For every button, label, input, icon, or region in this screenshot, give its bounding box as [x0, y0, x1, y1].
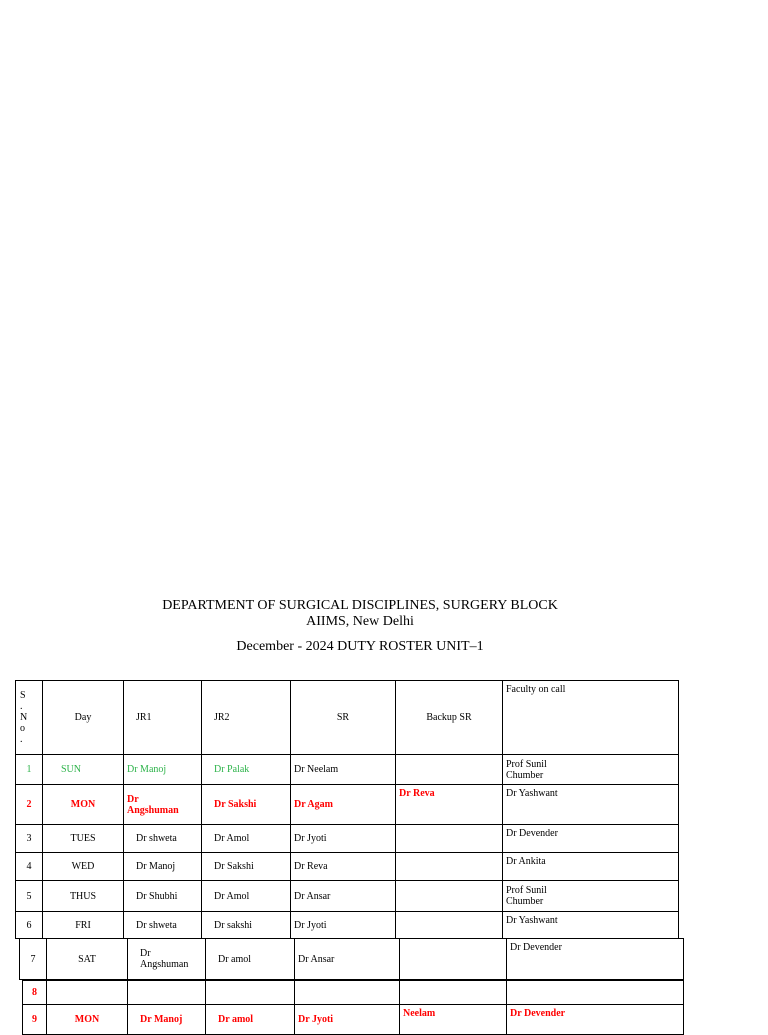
row-day: SAT — [47, 939, 128, 980]
row-jr2: Dr Sakshi — [202, 785, 291, 825]
row-backup-sr — [396, 912, 503, 939]
institute-name: AIIMS, New Delhi — [306, 614, 414, 629]
row-day: MON — [43, 785, 124, 825]
row-faculty: Dr Devender — [507, 1005, 684, 1035]
faculty-name: Prof Sunil Chumber — [506, 758, 547, 781]
row-day: MON — [47, 1005, 128, 1035]
row-sr: Dr Jyoti — [295, 1005, 400, 1035]
row-sno: 6 — [16, 912, 43, 939]
row-backup-sr: Dr Reva — [396, 785, 503, 825]
row-faculty — [503, 881, 679, 912]
row-sr: Dr Ansar — [295, 939, 400, 980]
table-row — [16, 912, 679, 939]
row-sr: Dr Agam — [291, 785, 396, 825]
row-jr1: Dr Shubhi — [124, 881, 202, 912]
table-row — [16, 755, 679, 785]
row-backup-sr — [396, 755, 503, 785]
row-day: WED — [43, 853, 124, 881]
row-faculty — [503, 755, 679, 785]
row-sno: 7 — [20, 939, 47, 980]
row-sno: 8 — [23, 981, 47, 1005]
column-header-backup-sr: Backup SR — [396, 681, 503, 755]
row-jr1 — [128, 939, 206, 980]
row-faculty: Dr Yashwant — [503, 912, 679, 939]
row-sr: Dr Jyoti — [291, 825, 396, 853]
row-faculty: Dr Yashwant — [503, 785, 679, 825]
column-header-day: Day — [43, 681, 124, 755]
row-jr2: Dr Amol — [202, 825, 291, 853]
row-jr1: Dr Manoj — [128, 1005, 206, 1035]
row-faculty — [507, 981, 684, 1005]
table-row — [23, 1005, 684, 1035]
row-backup-sr — [396, 825, 503, 853]
row-jr2: Dr sakshi — [202, 912, 291, 939]
table-row — [16, 881, 679, 912]
row-jr2 — [206, 981, 295, 1005]
row-backup-sr — [400, 981, 507, 1005]
row-jr2: Dr amol — [206, 939, 295, 980]
duty-roster-table — [15, 680, 679, 939]
row-jr1: Dr Manoj — [124, 755, 202, 785]
row-day: FRI — [43, 912, 124, 939]
jr1-name: Dr Angshuman — [140, 948, 189, 970]
row-sr — [295, 981, 400, 1005]
row-day: THUS — [43, 881, 124, 912]
column-header-jr2: JR2 — [202, 681, 291, 755]
row-jr1: Dr Manoj — [124, 853, 202, 881]
column-header-sr: SR — [291, 681, 396, 755]
row-sno: 1 — [16, 755, 43, 785]
row-faculty: Dr Devender — [503, 825, 679, 853]
row-jr2: Dr Palak — [202, 755, 291, 785]
roster-title: December - 2024 DUTY ROSTER UNIT–1 — [236, 639, 484, 654]
row-faculty: Dr Devender — [507, 939, 684, 980]
row-sno: 9 — [23, 1005, 47, 1035]
table-row — [16, 825, 679, 853]
row-sr: Dr Reva — [291, 853, 396, 881]
table-row — [16, 853, 679, 881]
row-day — [47, 981, 128, 1005]
row-jr1: Dr shweta — [124, 825, 202, 853]
table-row — [20, 939, 684, 980]
row-backup-sr — [396, 853, 503, 881]
row-jr2: Dr Sakshi — [202, 853, 291, 881]
row-backup-sr — [396, 881, 503, 912]
row-sr: Dr Ansar — [291, 881, 396, 912]
faculty-name: Prof Sunil Chumber — [506, 885, 547, 907]
row-jr2: Dr amol — [206, 1005, 295, 1035]
column-header-faculty: Faculty on call — [503, 681, 679, 755]
row-sno: 4 — [16, 853, 43, 881]
row-day: SUN — [43, 755, 124, 785]
row-backup-sr — [400, 939, 507, 980]
row-jr1: Dr shweta — [124, 912, 202, 939]
row-jr1 — [128, 981, 206, 1005]
row-sno: 3 — [16, 825, 43, 853]
duty-roster-table-part3 — [22, 980, 684, 1035]
jr1-name: Dr Angshuman — [127, 793, 179, 816]
column-header-jr1: JR1 — [124, 681, 202, 755]
table-row — [16, 785, 679, 825]
row-faculty: Dr Ankita — [503, 853, 679, 881]
department-title: DEPARTMENT OF SURGICAL DISCIPLINES, SURGERY BLOCK — [162, 598, 558, 613]
duty-roster-table-part2 — [19, 938, 684, 980]
row-backup-sr: Neelam — [400, 1005, 507, 1035]
row-sr: Dr Jyoti — [291, 912, 396, 939]
table-header-row — [16, 681, 679, 755]
row-sno: 5 — [16, 881, 43, 912]
table-row — [23, 981, 684, 1005]
row-jr1 — [124, 785, 202, 825]
column-header-sno: S . N o . — [16, 681, 43, 755]
row-sr: Dr Neelam — [291, 755, 396, 785]
row-day: TUES — [43, 825, 124, 853]
row-sno: 2 — [16, 785, 43, 825]
row-jr2: Dr Amol — [202, 881, 291, 912]
